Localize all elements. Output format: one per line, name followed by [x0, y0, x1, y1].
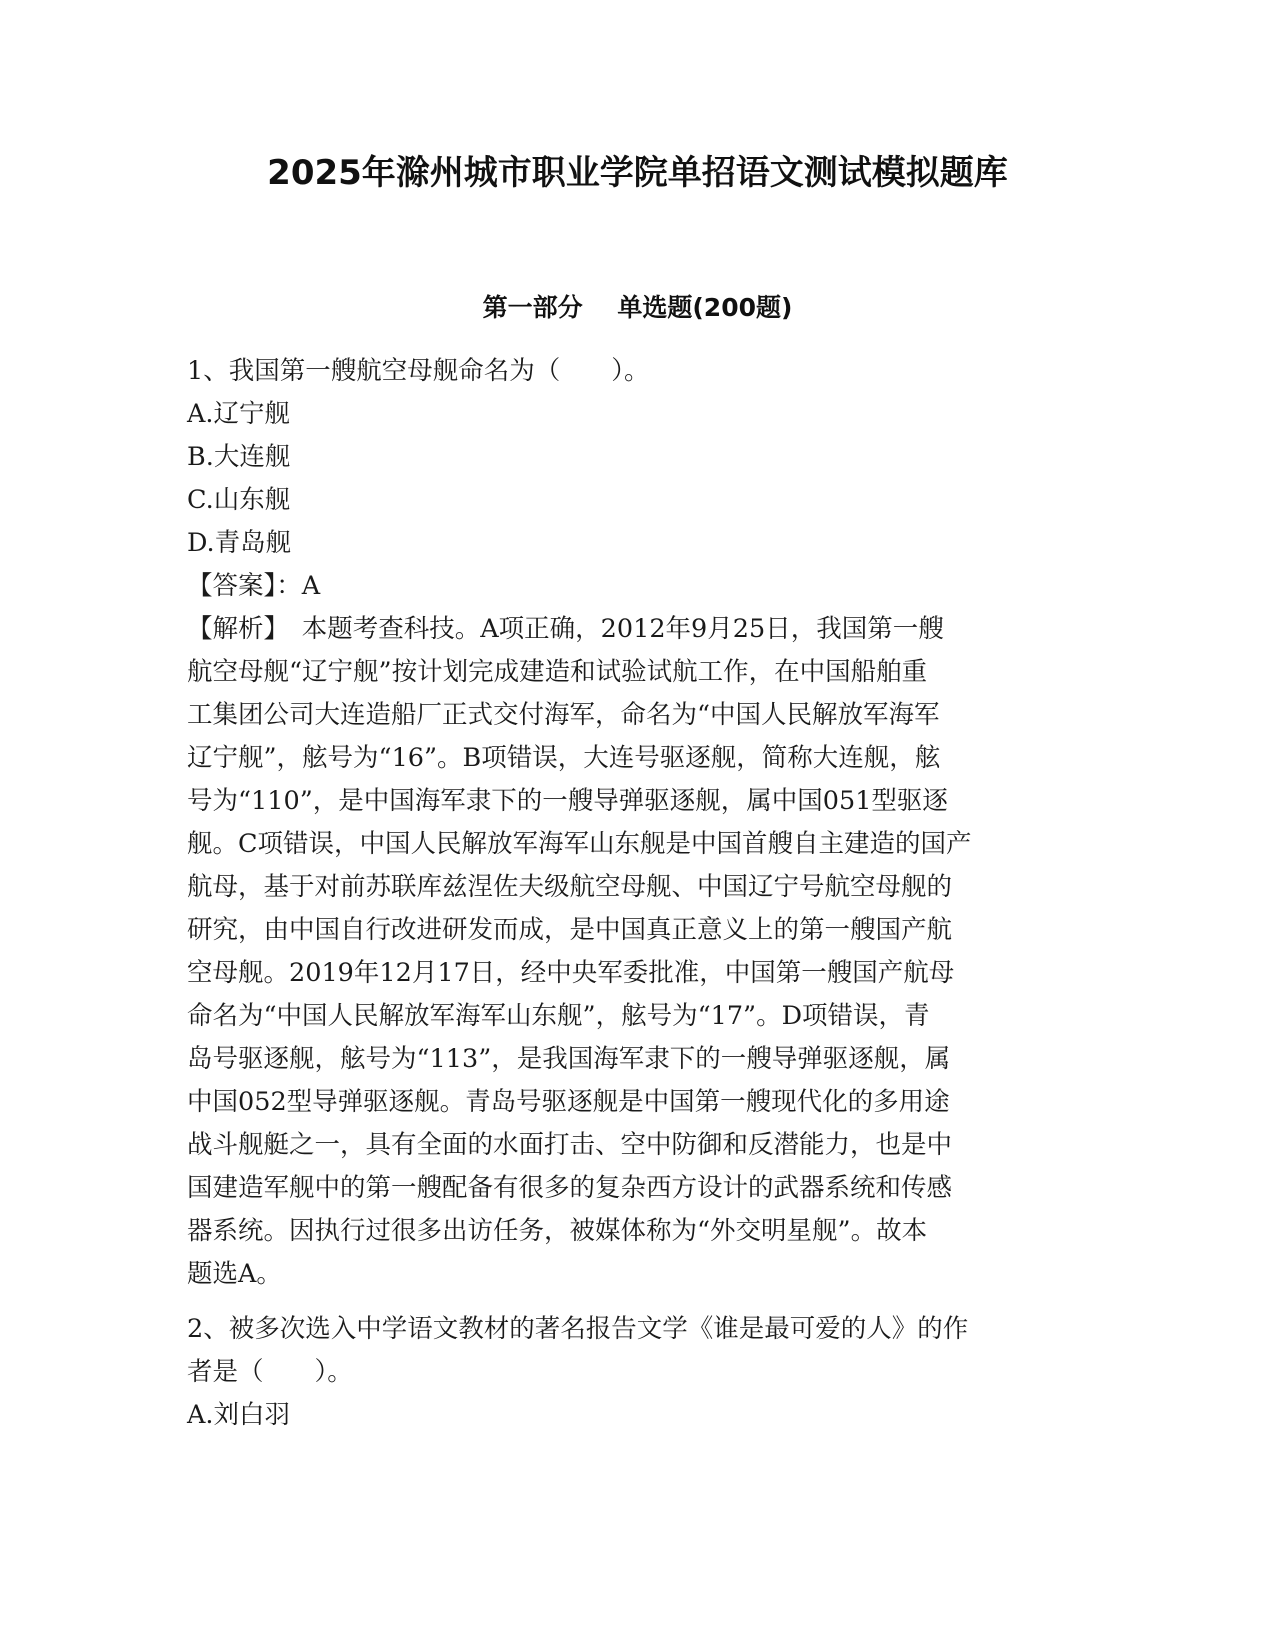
- question-stem: 者是（ ）。: [187, 1357, 353, 1387]
- analysis-line: 岛号驱逐舰，舷号为“113”，是我国海军隶下的一艘导弹驱逐舰，属: [187, 1044, 951, 1074]
- analysis-line: 器系统。因执行过很多出访任务，被媒体称为“外交明星舰”。故本: [187, 1216, 928, 1246]
- option-d: D.青岛舰: [187, 528, 292, 558]
- question-stem: 1、我国第一艘航空母舰命名为（ ）。: [187, 356, 650, 386]
- analysis-line: 题选A。: [187, 1259, 282, 1289]
- analysis-line: 空母舰。2019年12月17日，经中央军委批准，中国第一艘国产航母: [187, 958, 955, 988]
- analysis: [187, 608, 1087, 1296]
- analysis-line: 航母，基于对前苏联库兹涅佐夫级航空母舰、中国辽宁号航空母舰的: [187, 872, 953, 902]
- section-title: 第一部分 单选题(200题): [482, 293, 793, 322]
- question-1: [187, 350, 1087, 1296]
- document-title: 2025年滁州城市职业学院单招语文测试模拟题库: [267, 153, 1008, 193]
- analysis-line: 航空母舰“辽宁舰”按计划完成建造和试验试航工作，在中国船舶重: [187, 657, 928, 687]
- analysis-line: 研究，由中国自行改进研发而成，是中国真正意义上的第一艘国产航: [187, 915, 953, 945]
- analysis-line: 辽宁舰”，舷号为“16”。B项错误，大连号驱逐舰，简称大连舰，舷: [187, 743, 941, 773]
- option-a: A.刘白羽: [187, 1400, 291, 1430]
- analysis-line: 国建造军舰中的第一艘配备有很多的复杂西方设计的武器系统和传感: [187, 1173, 953, 1203]
- analysis-line: 【解析】 本题考查科技。A项正确，2012年9月25日，我国第一艘: [187, 614, 944, 644]
- paragraph-spacer: [187, 1296, 1087, 1308]
- analysis-line: 中国052型导弹驱逐舰。青岛号驱逐舰是中国第一艘现代化的多用途: [187, 1087, 950, 1117]
- question-stem: 2、被多次选入中学语文教材的著名报告文学《谁是最可爱的人》的作: [187, 1314, 969, 1344]
- option-b: B.大连舰: [187, 442, 291, 472]
- analysis-line: 战斗舰艇之一，具有全面的水面打击、空中防御和反潜能力，也是中: [187, 1130, 953, 1160]
- question-list: [187, 350, 1087, 1437]
- analysis-line: 命名为“中国人民解放军海军山东舰”，舷号为“17”。D项错误，青: [187, 1001, 930, 1031]
- analysis-line: 号为“110”，是中国海军隶下的一艘导弹驱逐舰，属中国051型驱逐: [187, 786, 948, 816]
- question-2: [187, 1308, 1087, 1437]
- answer: 【答案】：A: [187, 571, 321, 601]
- analysis-line: 舰。C项错误，中国人民解放军海军山东舰是中国首艘自主建造的国产: [187, 829, 972, 859]
- option-a: A.辽宁舰: [187, 399, 291, 429]
- option-c: C.山东舰: [187, 485, 291, 515]
- analysis-line: 工集团公司大连造船厂正式交付海军，命名为“中国人民解放军海军: [187, 700, 940, 730]
